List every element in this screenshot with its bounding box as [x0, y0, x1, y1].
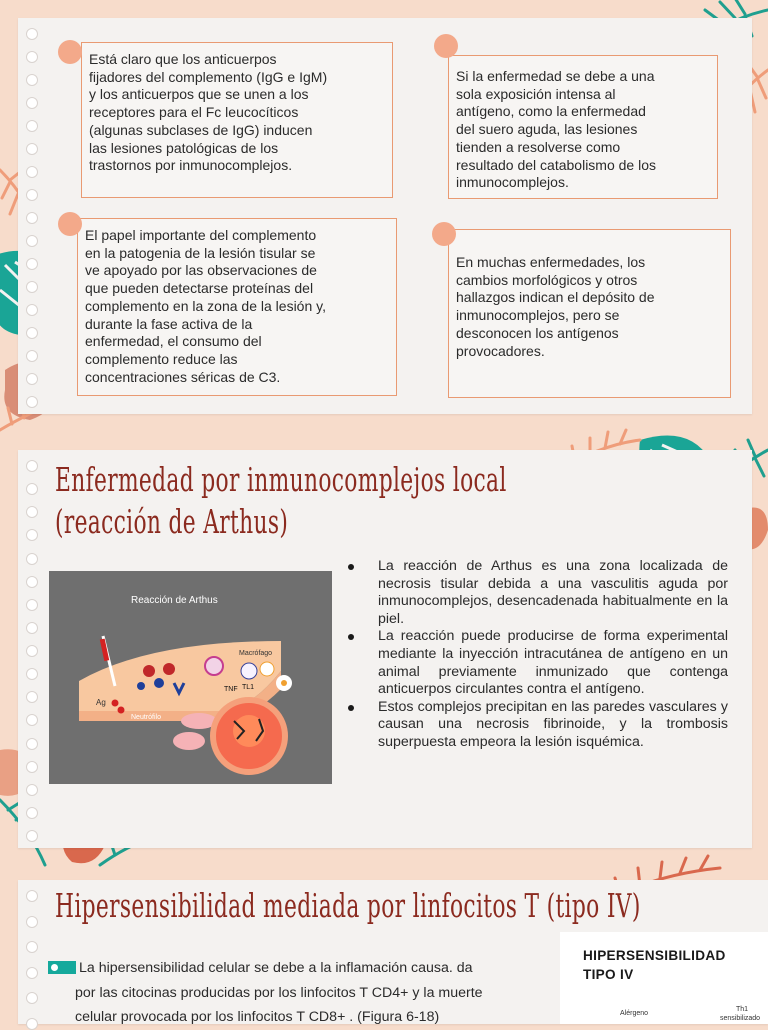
label-alergeno: Alérgeno	[620, 1010, 648, 1017]
text-line: que pueden detectarse proteínas del	[85, 280, 389, 298]
binder-hole-icon	[26, 761, 38, 773]
binder-hole-icon	[26, 460, 38, 472]
text-line: del suero aguda, las lesiones	[456, 121, 710, 139]
binder-hole-icon	[26, 807, 38, 819]
coral-dot	[58, 40, 82, 64]
text-box-exposicion-unica	[448, 55, 718, 199]
label-sensibilizado: sensibilizado	[720, 1015, 760, 1022]
text-line: ve apoyado por las observaciones de	[85, 262, 389, 280]
text-box-papel-complemento	[77, 218, 397, 396]
binder-hole-icon	[26, 51, 38, 63]
binder-hole-icon	[26, 714, 38, 726]
text-line: El papel importante del complemento	[85, 227, 389, 245]
diagram-title: Reacción de Arthus	[131, 595, 218, 606]
list-item: La reacción puede producirse de forma experimental mediante la inyección intracutánea de antígeno en un animal previamente inmunizado que contenga anticuerpos circulantes contra el antígeno.	[360, 628, 728, 698]
binder-hole-icon	[26, 396, 38, 408]
coral-dot	[432, 222, 456, 246]
text-line: hallazgos indican el depósito de	[456, 289, 723, 307]
label-th1: Th1	[736, 1006, 748, 1013]
text-line: antígeno, como la enfermedad	[456, 103, 710, 121]
text-line: provocadores.	[456, 343, 723, 361]
binder-hole-icon	[26, 890, 38, 902]
list-item: La reacción de Arthus es una zona localizada de necrosis tisular debida a una vasculitis aguda por inmunocomplejos, desencadenada habitualmente en la piel.	[360, 558, 728, 628]
text-line: tienden a resolverse como	[456, 139, 710, 157]
text-line: sola exposición intensa al	[456, 86, 710, 104]
label-tl1: TL1	[242, 684, 254, 691]
tipo-iv-paragraph	[48, 956, 548, 1030]
binder-hole-icon	[26, 916, 38, 928]
list-item: Estos complejos precipitan en las paredes vasculares y causan una necrosis fibrinoide, y la trombosis superpuesta empeora la lesión isquémica.	[360, 699, 728, 752]
binder-hole-icon	[26, 235, 38, 247]
section-title-tipo-iv: Hipersensibilidad mediada por linfocitos T (tipo IV)	[55, 888, 641, 924]
binder-hole-icon	[26, 258, 38, 270]
binder-hole-icon	[26, 529, 38, 541]
binder-holes	[26, 460, 42, 842]
coral-dot	[434, 34, 458, 58]
binder-hole-icon	[26, 281, 38, 293]
text-line: y los anticuerpos que se unen a los	[89, 86, 385, 104]
card-title-line: TIPO IV	[583, 965, 726, 984]
paragraph-line	[48, 956, 548, 981]
section-title-arthus-line1: Enfermedad por inmunocomplejos local	[55, 462, 507, 498]
binder-hole-icon	[26, 576, 38, 588]
binder-hole-icon	[26, 992, 38, 1004]
binder-hole-icon	[26, 350, 38, 362]
binder-hole-icon	[26, 506, 38, 518]
tipo-iv-figure-card	[560, 932, 768, 1024]
text-line: (algunas subclases de IgG) inducen	[89, 122, 385, 140]
paragraph-line: por las citocinas producidas por los linfocitos T CD4+ y la muerte	[48, 981, 548, 1006]
binder-hole-icon	[26, 28, 38, 40]
text-line: complemento en la zona de la lesión y,	[85, 298, 389, 316]
text-line: durante la fase activa de la	[85, 316, 389, 334]
text-line: complemento reduce las	[85, 351, 389, 369]
binder-hole-icon	[26, 483, 38, 495]
text-line: cambios morfológicos y otros	[456, 272, 723, 290]
binder-hole-icon	[26, 304, 38, 316]
text-line: fijadores del complemento (IgG e IgM)	[89, 69, 385, 87]
text-line: trastornos por inmunocomplejos.	[89, 157, 385, 175]
text-line: las lesiones patológicas de los	[89, 140, 385, 158]
text-line: inmunocomplejos.	[456, 174, 710, 192]
binder-hole-icon	[26, 691, 38, 703]
binder-holes	[26, 28, 42, 408]
binder-hole-icon	[26, 166, 38, 178]
text-line: En muchas enfermedades, los	[456, 254, 723, 272]
binder-hole-icon	[26, 941, 38, 953]
arthus-bullet-list	[360, 558, 728, 752]
binder-hole-icon	[26, 668, 38, 680]
binder-hole-icon	[26, 784, 38, 796]
binder-hole-icon	[26, 143, 38, 155]
text-line: Está claro que los anticuerpos	[89, 51, 385, 69]
binder-hole-icon	[26, 327, 38, 339]
binder-hole-icon	[26, 189, 38, 201]
text-line: enfermedad, el consumo del	[85, 333, 389, 351]
binder-hole-icon	[26, 553, 38, 565]
binder-hole-icon	[26, 622, 38, 634]
section-title-arthus-line2: (reacción de Arthus)	[55, 504, 288, 540]
card-title-line: HIPERSENSIBILIDAD	[583, 946, 726, 965]
binder-hole-icon	[26, 738, 38, 750]
text-line: La hipersensibilidad celular se debe a la inflamación causa. da	[79, 960, 473, 976]
text-line: Si la enfermedad se debe a una	[456, 68, 710, 86]
card-title	[583, 946, 726, 984]
bullet-marker-icon	[48, 961, 76, 974]
binder-hole-icon	[26, 830, 38, 842]
text-line: receptores para el Fc leucocíticos	[89, 104, 385, 122]
label-neutrofilo: Neutrófilo	[131, 714, 161, 721]
arthus-reaction-diagram	[49, 571, 332, 784]
coral-dot	[58, 212, 82, 236]
binder-holes	[26, 890, 42, 1030]
text-box-complemento-fc	[81, 42, 393, 198]
binder-hole-icon	[26, 74, 38, 86]
binder-hole-icon	[26, 212, 38, 224]
text-line: resultado del catabolismo de los	[456, 157, 710, 175]
binder-hole-icon	[26, 967, 38, 979]
text-line: desconocen los antígenos	[456, 325, 723, 343]
text-box-muchas-enfermedades	[448, 229, 731, 398]
paragraph-line: celular provocada por los linfocitos T CD8+ . (Figura 6-18)	[48, 1005, 548, 1030]
arthus-diagram-svg	[49, 571, 332, 784]
label-tnf: TNF	[224, 686, 238, 693]
text-line: concentraciones séricas de C3.	[85, 369, 389, 387]
label-ag: Ag	[96, 698, 106, 707]
text-line: en la patogenia de la lesión tisular se	[85, 245, 389, 263]
binder-hole-icon	[26, 645, 38, 657]
label-macrofago: Macrófago	[239, 650, 272, 657]
binder-hole-icon	[26, 373, 38, 385]
binder-hole-icon	[26, 120, 38, 132]
binder-hole-icon	[26, 97, 38, 109]
binder-hole-icon	[26, 599, 38, 611]
text-line: inmunocomplejos, pero se	[456, 307, 723, 325]
